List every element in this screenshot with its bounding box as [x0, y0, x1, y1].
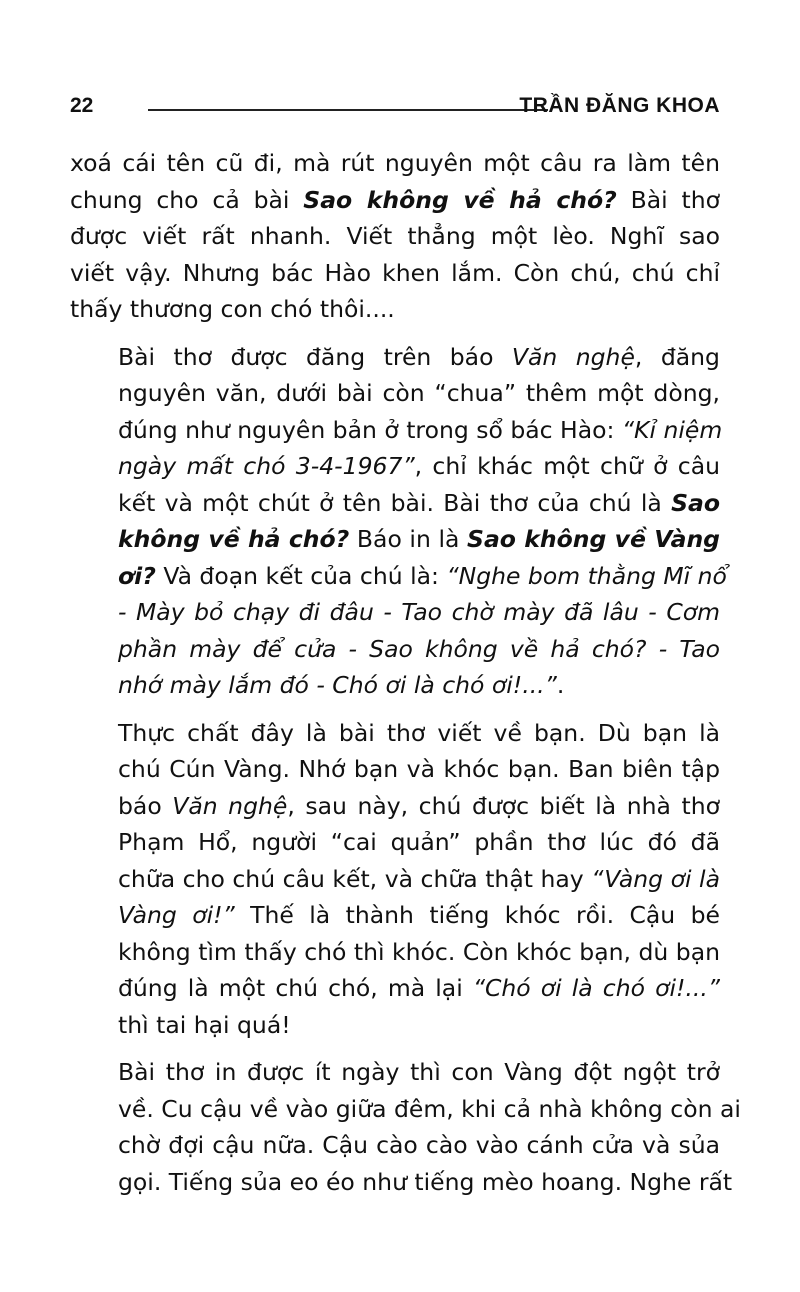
paragraph: [70, 715, 720, 1044]
text-line: [70, 1127, 720, 1164]
text-line: [70, 218, 720, 255]
bold-italic-title: Sao không về hả chó?: [303, 185, 617, 214]
paragraph: [70, 1054, 741, 1200]
text-line: [70, 448, 720, 485]
text-run: Phạm Hổ, người “cai quản” phần thơ lúc đó đã: [118, 828, 720, 856]
bold-italic-title: ơi?: [118, 561, 156, 590]
paragraph: [70, 339, 727, 704]
text-run: xoá cái tên cũ đi, mà rút nguyên một câu ra làm tên: [70, 149, 720, 177]
text-line: [70, 934, 720, 971]
text-run: Báo in là: [349, 525, 468, 553]
italic-text: - Mày bỏ chạy đi đâu - Tao chờ mày đã lâu - Cơm: [118, 598, 720, 626]
text-line: [70, 594, 720, 631]
text-run: chú Cún Vàng. Nhớ bạn và khóc bạn. Ban biên tập: [118, 755, 720, 783]
text-run: thấy thương con chó thôi....: [70, 295, 395, 323]
italic-text: “Kỉ niệm: [621, 415, 723, 444]
text-run: thì tai hại quá!: [118, 1010, 291, 1039]
text-line: [70, 339, 720, 376]
italic-text: “Chó ơi là chó ơi!...”: [472, 974, 720, 1002]
text-line: [70, 412, 723, 449]
text-line: [70, 897, 720, 934]
text-line: [70, 1054, 720, 1091]
running-title: TRẦN ĐĂNG KHOA: [519, 94, 720, 117]
text-run: về. Cu cậu về vào giữa đêm, khi cả nhà không còn ai: [118, 1094, 741, 1123]
text-run: , đăng: [634, 342, 720, 371]
italic-text: Vàng ơi!”: [118, 901, 235, 929]
text-line: [70, 1164, 733, 1201]
bold-italic-title: Sao không về Vàng: [467, 525, 720, 553]
text-run: đúng như nguyên bản ở trong sổ bác Hào:: [118, 415, 622, 444]
text-run: gọi. Tiếng sủa eo éo như tiếng mèo hoang. Nghe rất: [118, 1167, 733, 1196]
bold-italic-title: không về hả chó?: [118, 525, 350, 553]
text-line: [70, 255, 720, 292]
text-line: [70, 182, 720, 219]
italic-text: phần mày để cửa - Sao không về hả chó? - Tao: [118, 634, 720, 663]
text-line: [70, 788, 720, 825]
italic-text: nhớ mày lắm đó - Chó ơi là chó ơi!...”: [118, 671, 557, 699]
text-line: [70, 861, 720, 898]
italic-text: Văn nghệ: [511, 342, 635, 371]
text-line: [70, 824, 720, 861]
text-run: Bài thơ được đăng trên báo: [118, 342, 512, 371]
text-line: [70, 631, 720, 668]
text-run: Bài thơ in được ít ngày thì con Vàng đột ngột trở: [118, 1058, 720, 1086]
body-text: [70, 145, 741, 1211]
text-run: báo: [118, 791, 173, 820]
text-run: chung cho cả bài: [70, 185, 304, 214]
text-run: .: [556, 671, 565, 699]
text-line: [70, 1091, 741, 1128]
text-line: [70, 970, 720, 1007]
italic-text: ngày mất chó 3-4-1967”: [118, 452, 415, 480]
text-run: Bài thơ: [616, 185, 720, 214]
bold-italic-title: Sao: [671, 488, 720, 517]
text-run: viết vậy. Nhưng bác Hào khen lắm. Còn chú, chú chỉ: [70, 258, 720, 287]
text-run: được viết rất nhanh. Viết thẳng một lèo. Nghĩ sao: [70, 222, 720, 250]
text-run: nguyên văn, dưới bài còn “chua” thêm một dòng,: [118, 379, 720, 407]
italic-text: Văn nghệ: [172, 791, 288, 820]
header-rule: [148, 109, 548, 111]
page-header: [70, 94, 720, 124]
text-run: không tìm thấy chó thì khóc. Còn khóc bạn, dù bạn: [118, 937, 720, 966]
text-run: Thế là thành tiếng khóc rồi. Cậu bé: [234, 901, 720, 929]
text-run: đúng là một chú chó, mà lại: [118, 974, 473, 1002]
italic-text: “Nghe bom thằng Mĩ nổ: [446, 561, 727, 590]
text-run: , chỉ khác một chữ ở câu: [414, 452, 720, 480]
paragraph: [70, 145, 720, 328]
text-line: [70, 521, 720, 558]
text-run: chữa cho chú câu kết, và chữa thật hay: [118, 864, 592, 893]
text-line: [70, 667, 720, 704]
text-run: kết và một chút ở tên bài. Bài thơ của chú là: [118, 488, 672, 517]
text-run: Và đoạn kết của chú là:: [155, 561, 447, 590]
text-line: [70, 715, 720, 752]
text-run: , sau này, chú được biết là nhà thơ: [287, 791, 720, 820]
text-line: [70, 291, 720, 328]
italic-text: “Vàng ơi là: [591, 864, 720, 893]
text-line: [70, 751, 720, 788]
text-line: [70, 1007, 720, 1044]
text-run: chờ đợi cậu nữa. Cậu cào cào vào cánh cửa và sủa: [118, 1131, 720, 1159]
text-line: [70, 145, 720, 182]
text-line: [70, 485, 720, 522]
text-line: [70, 375, 720, 412]
text-run: Thực chất đây là bài thơ viết về bạn. Dù bạn là: [118, 718, 720, 747]
page-number: 22: [70, 94, 94, 117]
text-line: [70, 558, 727, 595]
